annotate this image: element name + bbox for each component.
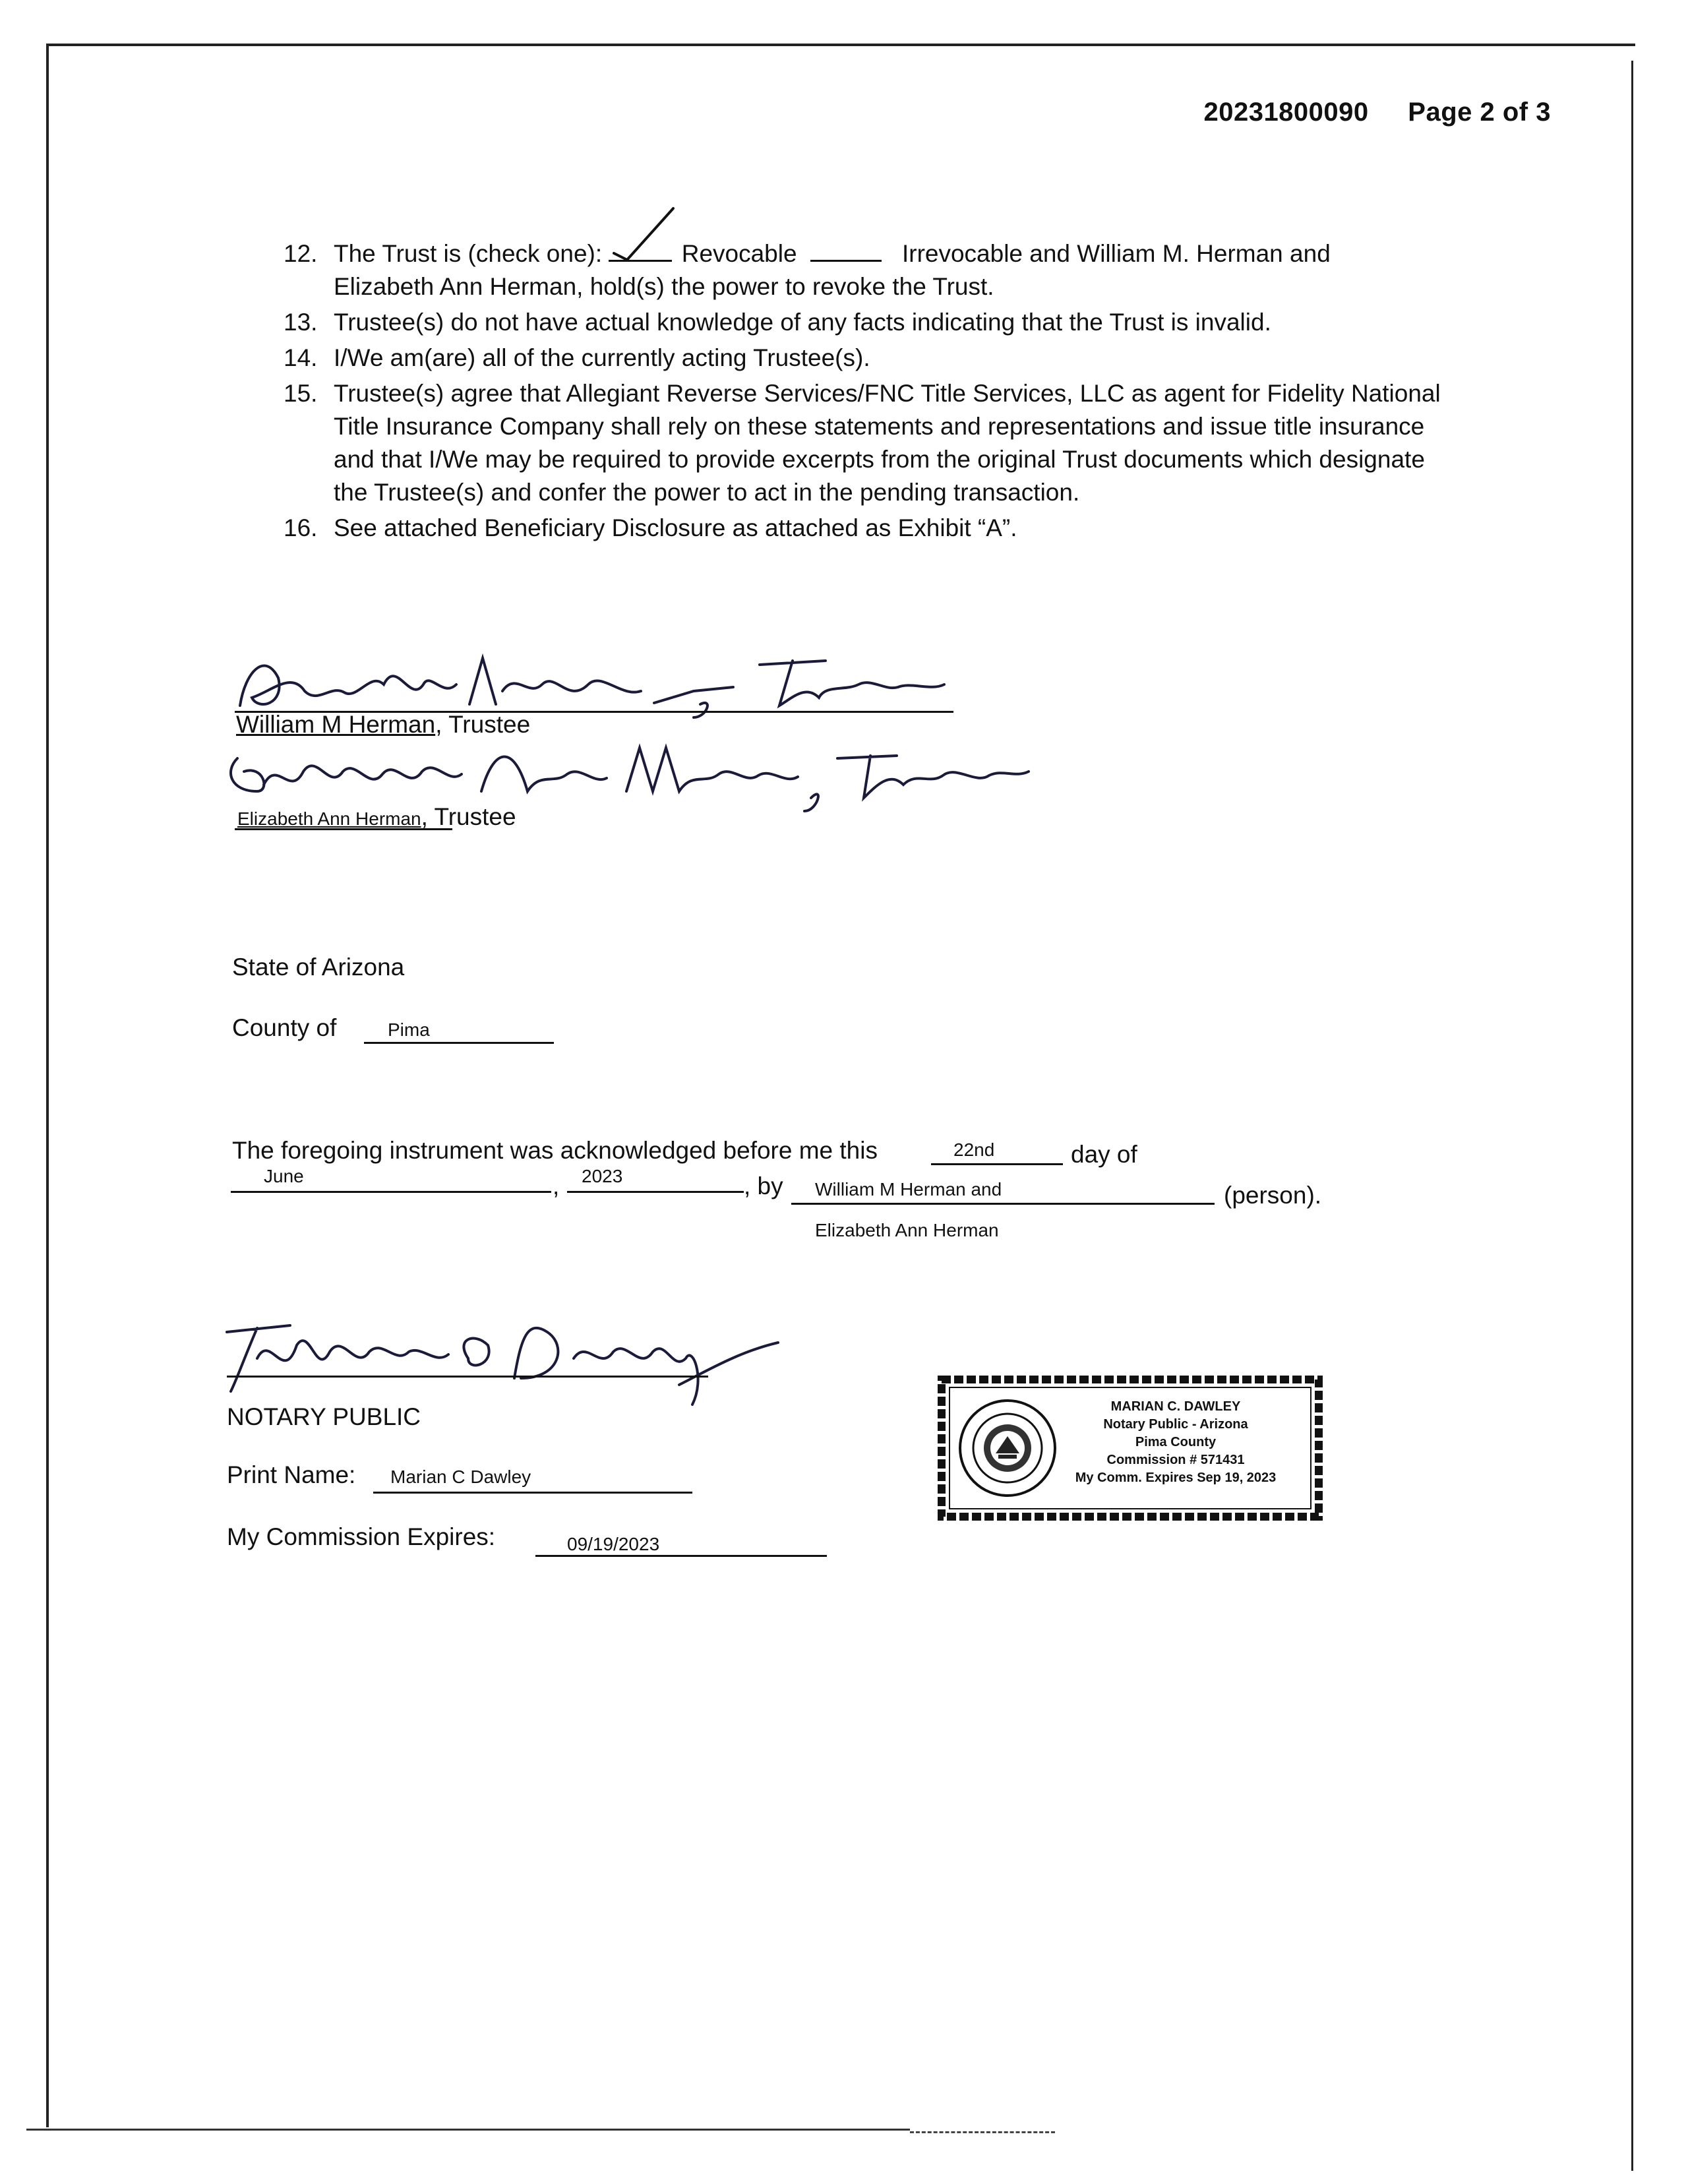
list-item-14 xyxy=(284,342,1470,375)
notary-stamp xyxy=(935,1373,1325,1523)
checkmark-icon xyxy=(609,204,681,264)
document-header xyxy=(1203,98,1551,127)
county-label: County of xyxy=(232,1014,337,1041)
stamp-expiry: My Comm. Expires Sep 19, 2023 xyxy=(1075,1471,1277,1485)
person-label: (person). xyxy=(1224,1182,1322,1209)
stamp-text xyxy=(1040,1398,1311,1487)
item-number: 15. xyxy=(284,380,318,407)
day-blank-line xyxy=(931,1163,1063,1165)
by-label: , by xyxy=(744,1172,783,1199)
year-blank-line xyxy=(567,1191,744,1193)
commission-value: 09/19/2023 xyxy=(567,1534,660,1554)
item-number: 12. xyxy=(284,240,318,267)
item-text: Trustee(s) do not have actual knowledge of any facts indicating that the Trust is invalid. xyxy=(334,309,1271,336)
list-item-13 xyxy=(284,306,1470,339)
stamp-county: Pima County xyxy=(1135,1435,1217,1449)
year-value: 2023 xyxy=(582,1166,623,1186)
list-item-16 xyxy=(284,512,1470,545)
trustee2-name-line xyxy=(237,803,516,831)
stamp-title: Notary Public - Arizona xyxy=(1103,1417,1248,1432)
stamp-commission: Commission # 571431 xyxy=(1106,1453,1245,1467)
person-value-line2: Elizabeth Ann Herman xyxy=(815,1220,999,1240)
item-number: 14. xyxy=(284,344,318,371)
day-of-label: day of xyxy=(1071,1141,1137,1168)
document-number: 20231800090 xyxy=(1203,98,1369,127)
option-irrevocable-label: Irrevocable xyxy=(901,240,1023,267)
acknowledgment-sentence: The foregoing instrument was acknowledged before me this xyxy=(232,1137,878,1164)
item-number: 13. xyxy=(284,309,318,336)
item-text-line2: Elizabeth Ann Herman, hold(s) the power to revoke the Trust. xyxy=(334,273,994,300)
county-value: Pima xyxy=(388,1019,430,1040)
page-border-left xyxy=(46,44,49,2127)
page-info: Page 2 of 3 xyxy=(1408,98,1551,127)
trustee1-role: , Trustee xyxy=(435,711,531,738)
item-text: Trustee(s) agree that Allegiant Reverse Services/FNC Title Services, LLC as agent for Fidelity National Title Insurance Company shall rely on these statements and representations and issue title insurance and that I/We may be required to provide excerpts from the original Trust documents which designate the Trustee(s) and confer the power to act in the pending transaction. xyxy=(334,380,1441,506)
trustee2-role: , Trustee xyxy=(421,803,516,830)
revocable-checkbox[interactable] xyxy=(609,237,675,270)
state-label: State of Arizona xyxy=(232,954,405,981)
option-revocable-label: Revocable xyxy=(681,240,797,267)
trustee1-name: William M Herman xyxy=(236,711,436,738)
page-border-bottom-dashed xyxy=(910,2131,1055,2133)
page-border-top xyxy=(46,44,1635,46)
month-value: June xyxy=(264,1166,304,1186)
month-blank-line xyxy=(231,1191,551,1193)
person-blank-line xyxy=(791,1203,1215,1205)
irrevocable-checkbox[interactable] xyxy=(810,239,882,262)
commission-blank-line xyxy=(535,1555,827,1557)
stamp-name: MARIAN C. DAWLEY xyxy=(1110,1399,1241,1414)
trustee2-name: Elizabeth Ann Herman xyxy=(237,808,421,829)
page-border-right xyxy=(1631,61,1633,2171)
print-name-label: Print Name: xyxy=(227,1461,356,1488)
list-item-15 xyxy=(284,377,1455,509)
county-blank-line xyxy=(364,1042,554,1044)
notary-title: NOTARY PUBLIC xyxy=(227,1403,421,1430)
item-text: I/We am(are) all of the currently acting Trustee(s). xyxy=(334,344,870,371)
notary-signature xyxy=(218,1306,785,1411)
print-name-value: Marian C Dawley xyxy=(390,1467,531,1487)
item-text: See attached Beneficiary Disclosure as attached as Exhibit “A”. xyxy=(334,514,1017,541)
item-text-continued: and William M. Herman and xyxy=(1029,240,1331,267)
item-text: The Trust is (check one): xyxy=(334,240,603,267)
month-comma: , xyxy=(553,1172,560,1199)
commission-label: My Commission Expires: xyxy=(227,1523,496,1550)
print-name-blank-line xyxy=(373,1492,692,1494)
list-item-12 xyxy=(284,237,1470,303)
day-value: 22nd xyxy=(953,1139,995,1160)
notary-signature-line xyxy=(227,1376,708,1378)
item-number: 16. xyxy=(284,514,318,541)
page-border-bottom xyxy=(26,2129,910,2131)
trust-certification-items xyxy=(284,237,1470,547)
person-value: William M Herman and xyxy=(815,1179,1002,1199)
